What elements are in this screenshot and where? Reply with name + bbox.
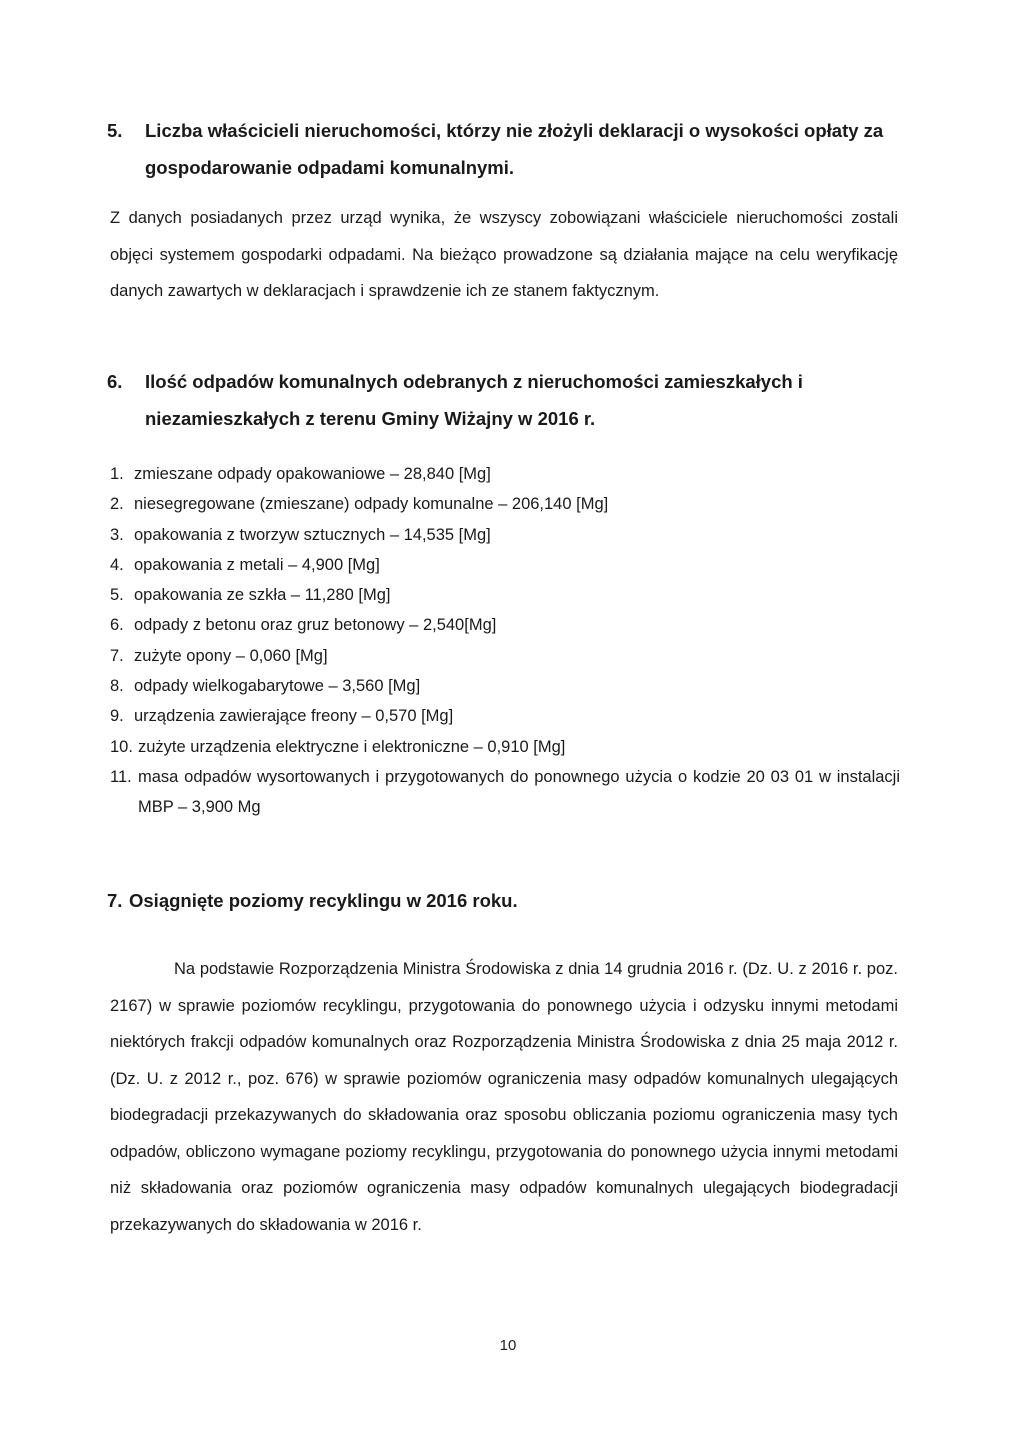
section-5-title: Liczba właścicieli nieruchomości, którzy nie złożyli deklaracji o wysokości opłaty za gospodarowanie odpadami komunalnymi.	[145, 120, 884, 178]
waste-list	[110, 459, 900, 823]
list-item	[110, 701, 900, 731]
section-7-number: 7.	[107, 890, 123, 911]
page-number: 10	[499, 1337, 517, 1354]
section-5-heading	[107, 112, 907, 186]
list-item-text: opakowania z metali – 4,900 [Mg]	[134, 555, 380, 574]
list-item-number: 3.	[110, 525, 124, 544]
list-item	[110, 520, 900, 550]
list-item-text: opakowania z tworzyw sztucznych – 14,535 [Mg]	[134, 525, 491, 544]
list-item	[110, 762, 900, 823]
list-item-number: 11.	[110, 767, 132, 786]
section-6-title: Ilość odpadów komunalnych odebranych z nieruchomości zamieszkałych i niezamieszkałych z terenu Gminy Wiżajny w 2016 r.	[145, 371, 803, 429]
section-5-number: 5.	[107, 120, 123, 141]
section-5-paragraph: Z danych posiadanych przez urząd wynika, że wszyscy zobowiązani właściciele nieruchomości zostali objęci systemem gospodarki odpadami. Na bieżąco prowadzone są działania mające na celu weryfikację danych zawartych w deklaracjach i sprawdzenie ich ze stanem faktycznym.	[110, 209, 898, 300]
section-7-title: Osiągnięte poziomy recyklingu w 2016 roku.	[129, 890, 518, 911]
list-item-number: 9.	[110, 707, 124, 726]
list-item	[110, 610, 900, 640]
list-item	[110, 732, 900, 762]
list-item	[110, 580, 900, 610]
list-item-number: 2.	[110, 495, 124, 514]
list-item-number: 7.	[110, 646, 124, 665]
list-item	[110, 671, 900, 701]
list-item-text: odpady wielkogabarytowe – 3,560 [Mg]	[134, 677, 421, 696]
list-item-text: opakowania ze szkła – 11,280 [Mg]	[134, 586, 391, 605]
list-item-text: odpady z betonu oraz gruz betonowy – 2,540[Mg]	[134, 616, 497, 635]
list-item-text: urządzenia zawierające freony – 0,570 [Mg]	[134, 707, 454, 726]
list-item-text: zużyte urządzenia elektryczne i elektroniczne – 0,910 [Mg]	[138, 737, 566, 756]
list-item-text: zmieszane odpady opakowaniowe – 28,840 [Mg]	[134, 465, 491, 483]
section-6-number: 6.	[107, 371, 123, 392]
list-item-text: zużyte opony – 0,060 [Mg]	[134, 646, 328, 665]
list-item-number: 5.	[110, 586, 124, 605]
list-item-number: 6.	[110, 616, 124, 635]
list-item-number: 10.	[110, 737, 133, 756]
list-item	[110, 550, 900, 580]
list-item	[110, 459, 900, 489]
list-item-text: niesegregowane (zmieszane) odpady komunalne – 206,140 [Mg]	[134, 495, 609, 514]
list-item-number: 8.	[110, 677, 124, 696]
section-7-heading	[107, 882, 907, 919]
list-item-text: masa odpadów wysortowanych i przygotowanych do ponownego użycia o kodzie 20 03 01 w instalacji MBP – 3,900 Mg	[138, 767, 900, 817]
list-item	[110, 641, 900, 671]
section-6-heading	[107, 363, 907, 437]
list-item-number: 1.	[110, 465, 124, 483]
list-item	[110, 489, 900, 519]
list-item-number: 4.	[110, 555, 124, 574]
section-7-paragraph: Na podstawie Rozporządzenia Ministra Środowiska z dnia 14 grudnia 2016 r. (Dz. U. z 2016 r. poz. 2167) w sprawie poziomów recyklingu, przygotowania do ponownego użycia i odzysku innymi metodami niektórych frakcji odpadów komunalnych oraz Rozporządzenia Ministra Środowiska z dnia 25 maja 2012 r. (Dz. U. z 2012 r., poz. 676) w sprawie poziomów ograniczenia masy odpadów komunalnych ulegających biodegradacji przekazywanych do składowania oraz sposobu obliczania poziomu ograniczenia masy tych odpadów, obliczono wymagane poziomy recyklingu, przygotowania do ponownego użycia innymi metodami niż składowania oraz poziomów ograniczenia masy odpadów komunalnych ulegających biodegradacji przekazywanych do składowania w 2016 r.	[110, 960, 898, 1234]
